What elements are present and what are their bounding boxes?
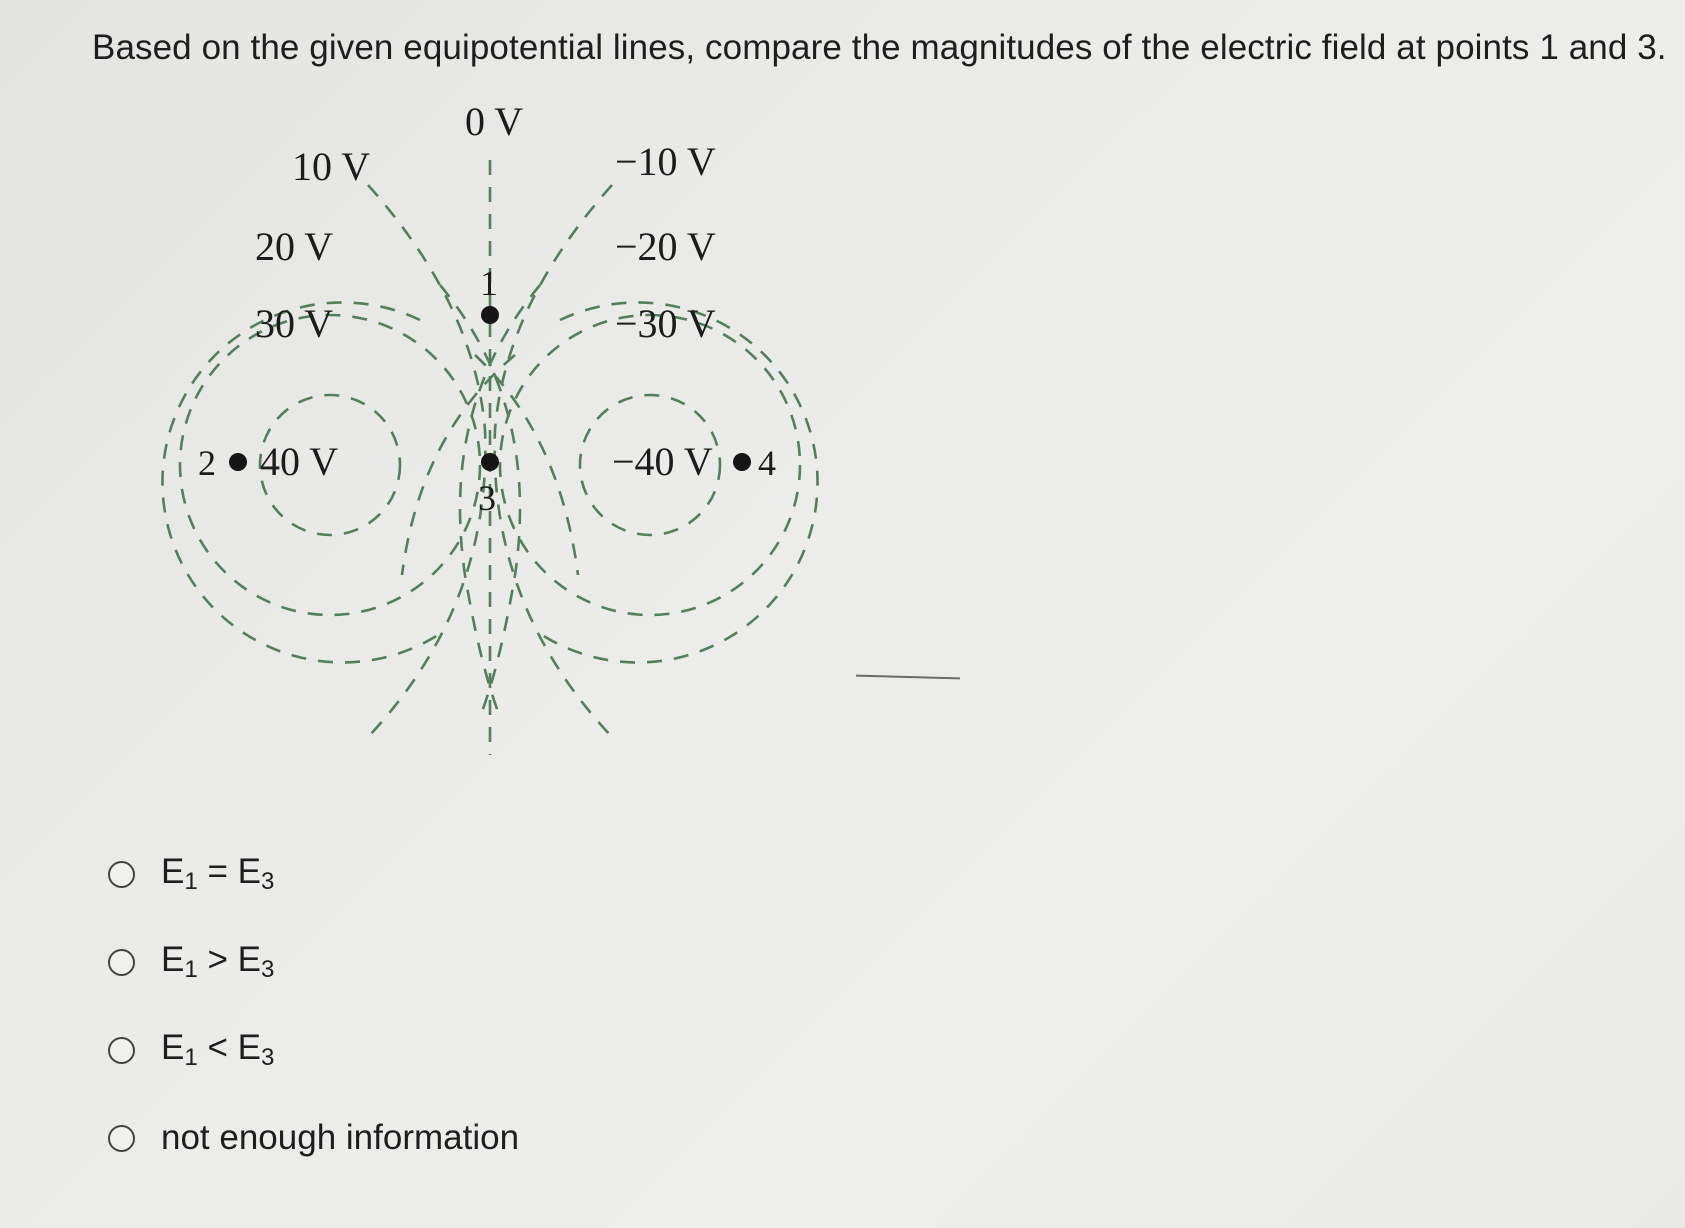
point-4-dot [733, 453, 751, 471]
option-label: $E_1 < E_3$ [161, 1028, 275, 1071]
option-e1-less-e3[interactable] [108, 1006, 519, 1094]
point-4-label: 4 [758, 443, 776, 483]
option-label: $E_1 = E_3$ [161, 852, 275, 895]
answer-options [108, 830, 519, 1182]
point-3-dot [481, 453, 499, 471]
label-40v: 40 V [260, 439, 339, 484]
label-neg20v: −20 V [615, 224, 716, 269]
option-e1-greater-e3[interactable] [108, 918, 519, 1006]
option-label: not enough information [161, 1118, 520, 1157]
radio-button[interactable] [108, 1125, 135, 1152]
label-0v: 0 V [465, 105, 524, 144]
equipotential-neg10v [495, 185, 612, 737]
question-text: Based on the given equipotential lines, compare the magnitudes of the electric field at points 1 and 3. [92, 28, 1667, 67]
label-neg30v: −30 V [615, 301, 716, 346]
label-neg10v: −10 V [615, 139, 716, 184]
point-3-label: 3 [478, 478, 496, 518]
label-20v: 20 V [255, 224, 334, 269]
option-e1-equals-e3[interactable] [108, 830, 519, 918]
point-1-dot [481, 306, 499, 324]
point-2-label: 2 [198, 443, 216, 483]
label-neg40v: −40 V [612, 439, 713, 484]
radio-button[interactable] [108, 1037, 135, 1064]
point-1-label: 1 [480, 263, 498, 303]
equipotential-10v [368, 185, 485, 737]
equipotential-diagram [120, 105, 880, 765]
radio-button[interactable] [108, 949, 135, 976]
point-2-dot [229, 453, 247, 471]
option-not-enough-information[interactable] [108, 1094, 519, 1182]
label-30v: 30 V [255, 301, 334, 346]
radio-button[interactable] [108, 861, 135, 888]
option-label: $E_1 > E_3$ [161, 940, 275, 983]
label-10v: 10 V [292, 144, 371, 189]
